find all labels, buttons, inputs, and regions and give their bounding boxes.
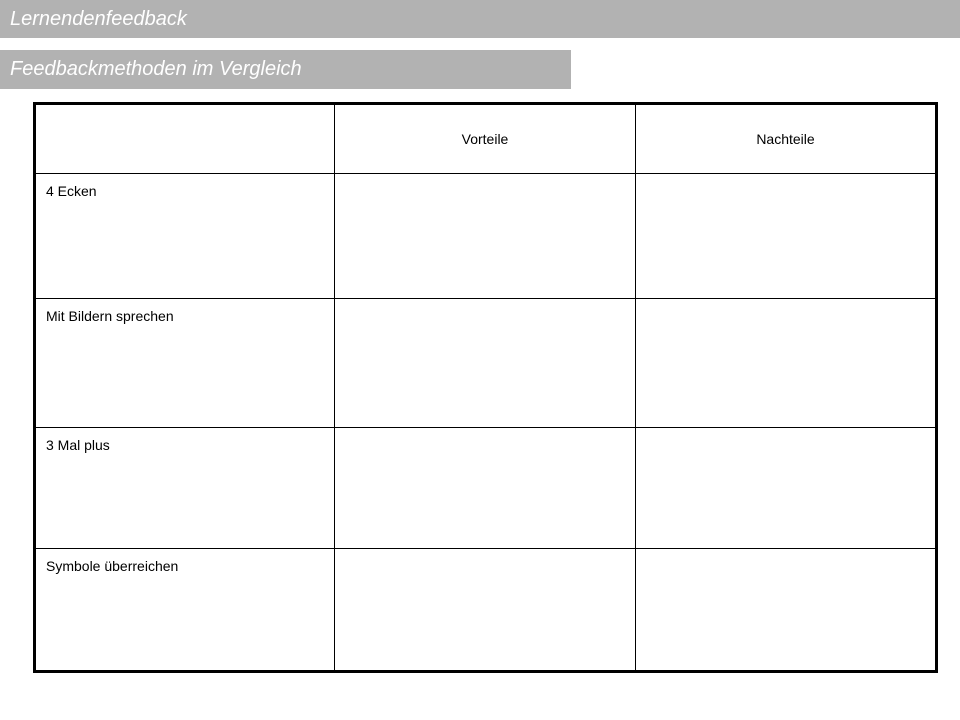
row-label: Symbole überreichen — [46, 558, 179, 574]
vorteile-cell[interactable] — [335, 428, 636, 549]
comparison-table — [33, 102, 938, 673]
row-label: 3 Mal plus — [46, 437, 110, 453]
page-subtitle: Feedbackmethoden im Vergleich — [0, 50, 571, 89]
row-label-cell — [35, 549, 335, 672]
row-label-cell — [35, 428, 335, 549]
row-label: Mit Bildern sprechen — [46, 308, 174, 324]
vorteile-cell[interactable] — [335, 549, 636, 672]
table-row — [35, 299, 937, 428]
vorteile-cell[interactable] — [335, 299, 636, 428]
header-cell-vorteile: Vorteile — [335, 104, 636, 174]
vorteile-cell[interactable] — [335, 174, 636, 299]
nachteile-cell[interactable] — [636, 299, 937, 428]
header-cell-nachteile: Nachteile — [636, 104, 937, 174]
row-label-cell — [35, 174, 335, 299]
row-label: 4 Ecken — [46, 183, 97, 199]
header-cell-empty — [35, 104, 335, 174]
table-row — [35, 174, 937, 299]
table-row — [35, 549, 937, 672]
nachteile-cell[interactable] — [636, 428, 937, 549]
page-title: Lernendenfeedback — [0, 0, 960, 38]
nachteile-cell[interactable] — [636, 549, 937, 672]
nachteile-cell[interactable] — [636, 174, 937, 299]
table-header-row — [35, 104, 937, 174]
table-row — [35, 428, 937, 549]
row-label-cell — [35, 299, 335, 428]
